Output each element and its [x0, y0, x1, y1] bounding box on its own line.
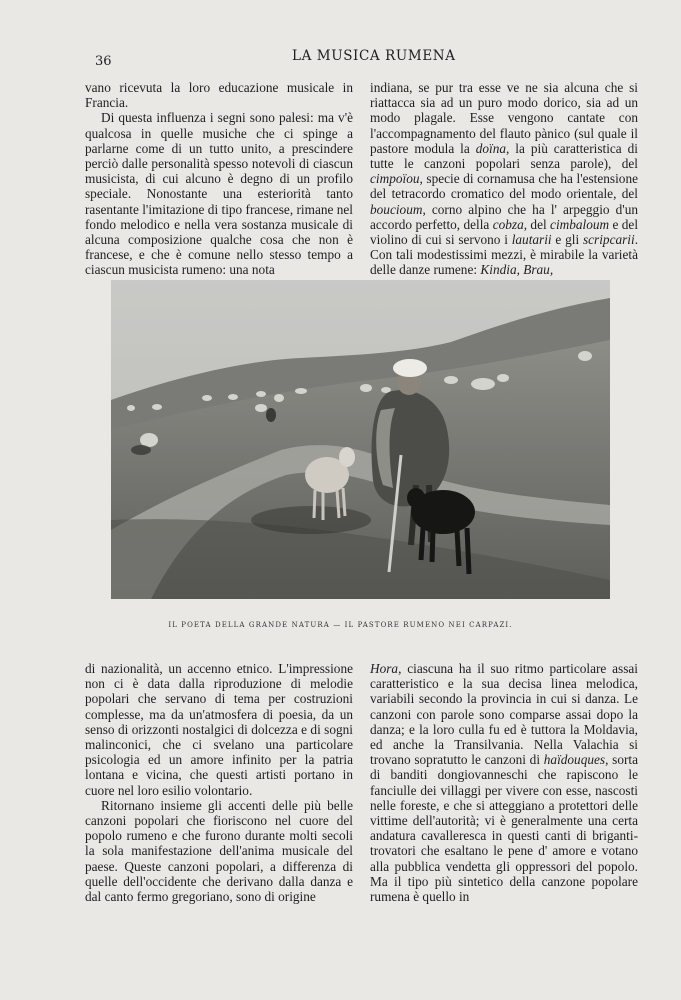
- paragraph: di nazionalità, un accenno etnico. L'impressione non ci è data dalla riproduzione di melodie popolari che servano di tema per costruzioni complesse, ma da un'atmosfera di poesia, da un senso di orizzonti nostalgici di dolcezza e di sogni malinconici, che ci svelano una particolare psicologia ed un amore infinito per la patria lontana e vicina, che questi artisti portano in cuore nel loro esilio volontario.: [85, 661, 353, 798]
- text-column-bottom-left: [85, 661, 353, 904]
- paragraph: indiana, se pur tra esse ve ne sia alcuna che si riattacca sia ad un puro modo dorico, sia ad un modo plagale. Esse vengono cantate con l'accompagnamento del flauto pànico (sul quale il pastore modula la doïna, la più caratteristica di tutte le canzoni popolari senza parole), del cimpoïou, specie di cornamusa che ha l'estensione del tetracordo cromatico del modo orientale, del boucioum, corno alpino che ha l' arpeggio d'un accordo perfetto, della cobza, del cimbaloum e del violino di cui si servono i lautarii e gli scripcarii. Con tali modestissimi mezzi, è mirabile la varietà delle danze rumene: Kindia, Brau,: [370, 80, 639, 278]
- paragraph: vano ricevuta la loro educazione musicale in Francia.: [85, 80, 353, 111]
- paragraph: Ritornano insieme gli accenti delle più belle canzoni popolari che fioriscono nel cuore del popolo rumeno e che furono durante molti secoli la sola manifestazione dell'anima musicale del paese. Queste canzoni popolari, a differenza di quelle dell'occidente che derivano dalla danza e dal canto fermo gregoriano, sono di origine: [85, 797, 353, 905]
- text-column-top-left: [85, 80, 353, 278]
- running-title: LA MUSICA RUMENA: [292, 48, 456, 64]
- photo-caption: IL POETA DELLA GRANDE NATURA — IL PASTORE RUMENO NEI CARPAZI.: [168, 621, 513, 629]
- text-column-top-right: [370, 80, 638, 278]
- paragraph: Hora, ciascuna ha il suo ritmo particolare assai caratteristico e la sua decisa linea melodica, variabili secondo la provincia in cui si danza. Le canzoni con parole sono comparse assai dopo la danza; e la loro culla fu ed è tuttora la Moldavia, ed anche la Transilvania. Nella Valachia si trovano sopratutto le canzoni di haïdouques, sorta di banditi dongiovanneschi che rapiscono le fanciulle dei villaggi per vivere con esse, nascosti nelle foreste, e che si atteggiano a protettori delle vittime dell'autorità; vi è generalmente una certa andatura cavalleresca in questi canti di briganti-trovatori che esaltano le pene d' amore e votano alla pubblica vendetta gli oppressori del popolo. Ma il tipo più sintetico della canzone popolare rumena è quello in: [370, 661, 638, 905]
- paragraph: Di questa influenza i segni sono palesi: ma v'è qualcosa in quelle musiche che ci spinge a parlarne come di un tutto unito, a prescindere perciò dalle personalità spesso notevoli di ciascun musicista, di cui alcuno è degno di un profilo speciale. Nonostante una esteriorità tanto rasentante l'imitazione di tipo francese, rimane nel fondo melodico e nella vera sostanza musicale di alcuna composizione qualche cosa che non è francese, e che è comune nello stesso tempo a ciascun musicista rumeno: una nota: [85, 110, 353, 278]
- text-column-bottom-right: [370, 661, 638, 904]
- page-number: 36: [95, 54, 112, 69]
- shepherd-photograph: [111, 280, 610, 599]
